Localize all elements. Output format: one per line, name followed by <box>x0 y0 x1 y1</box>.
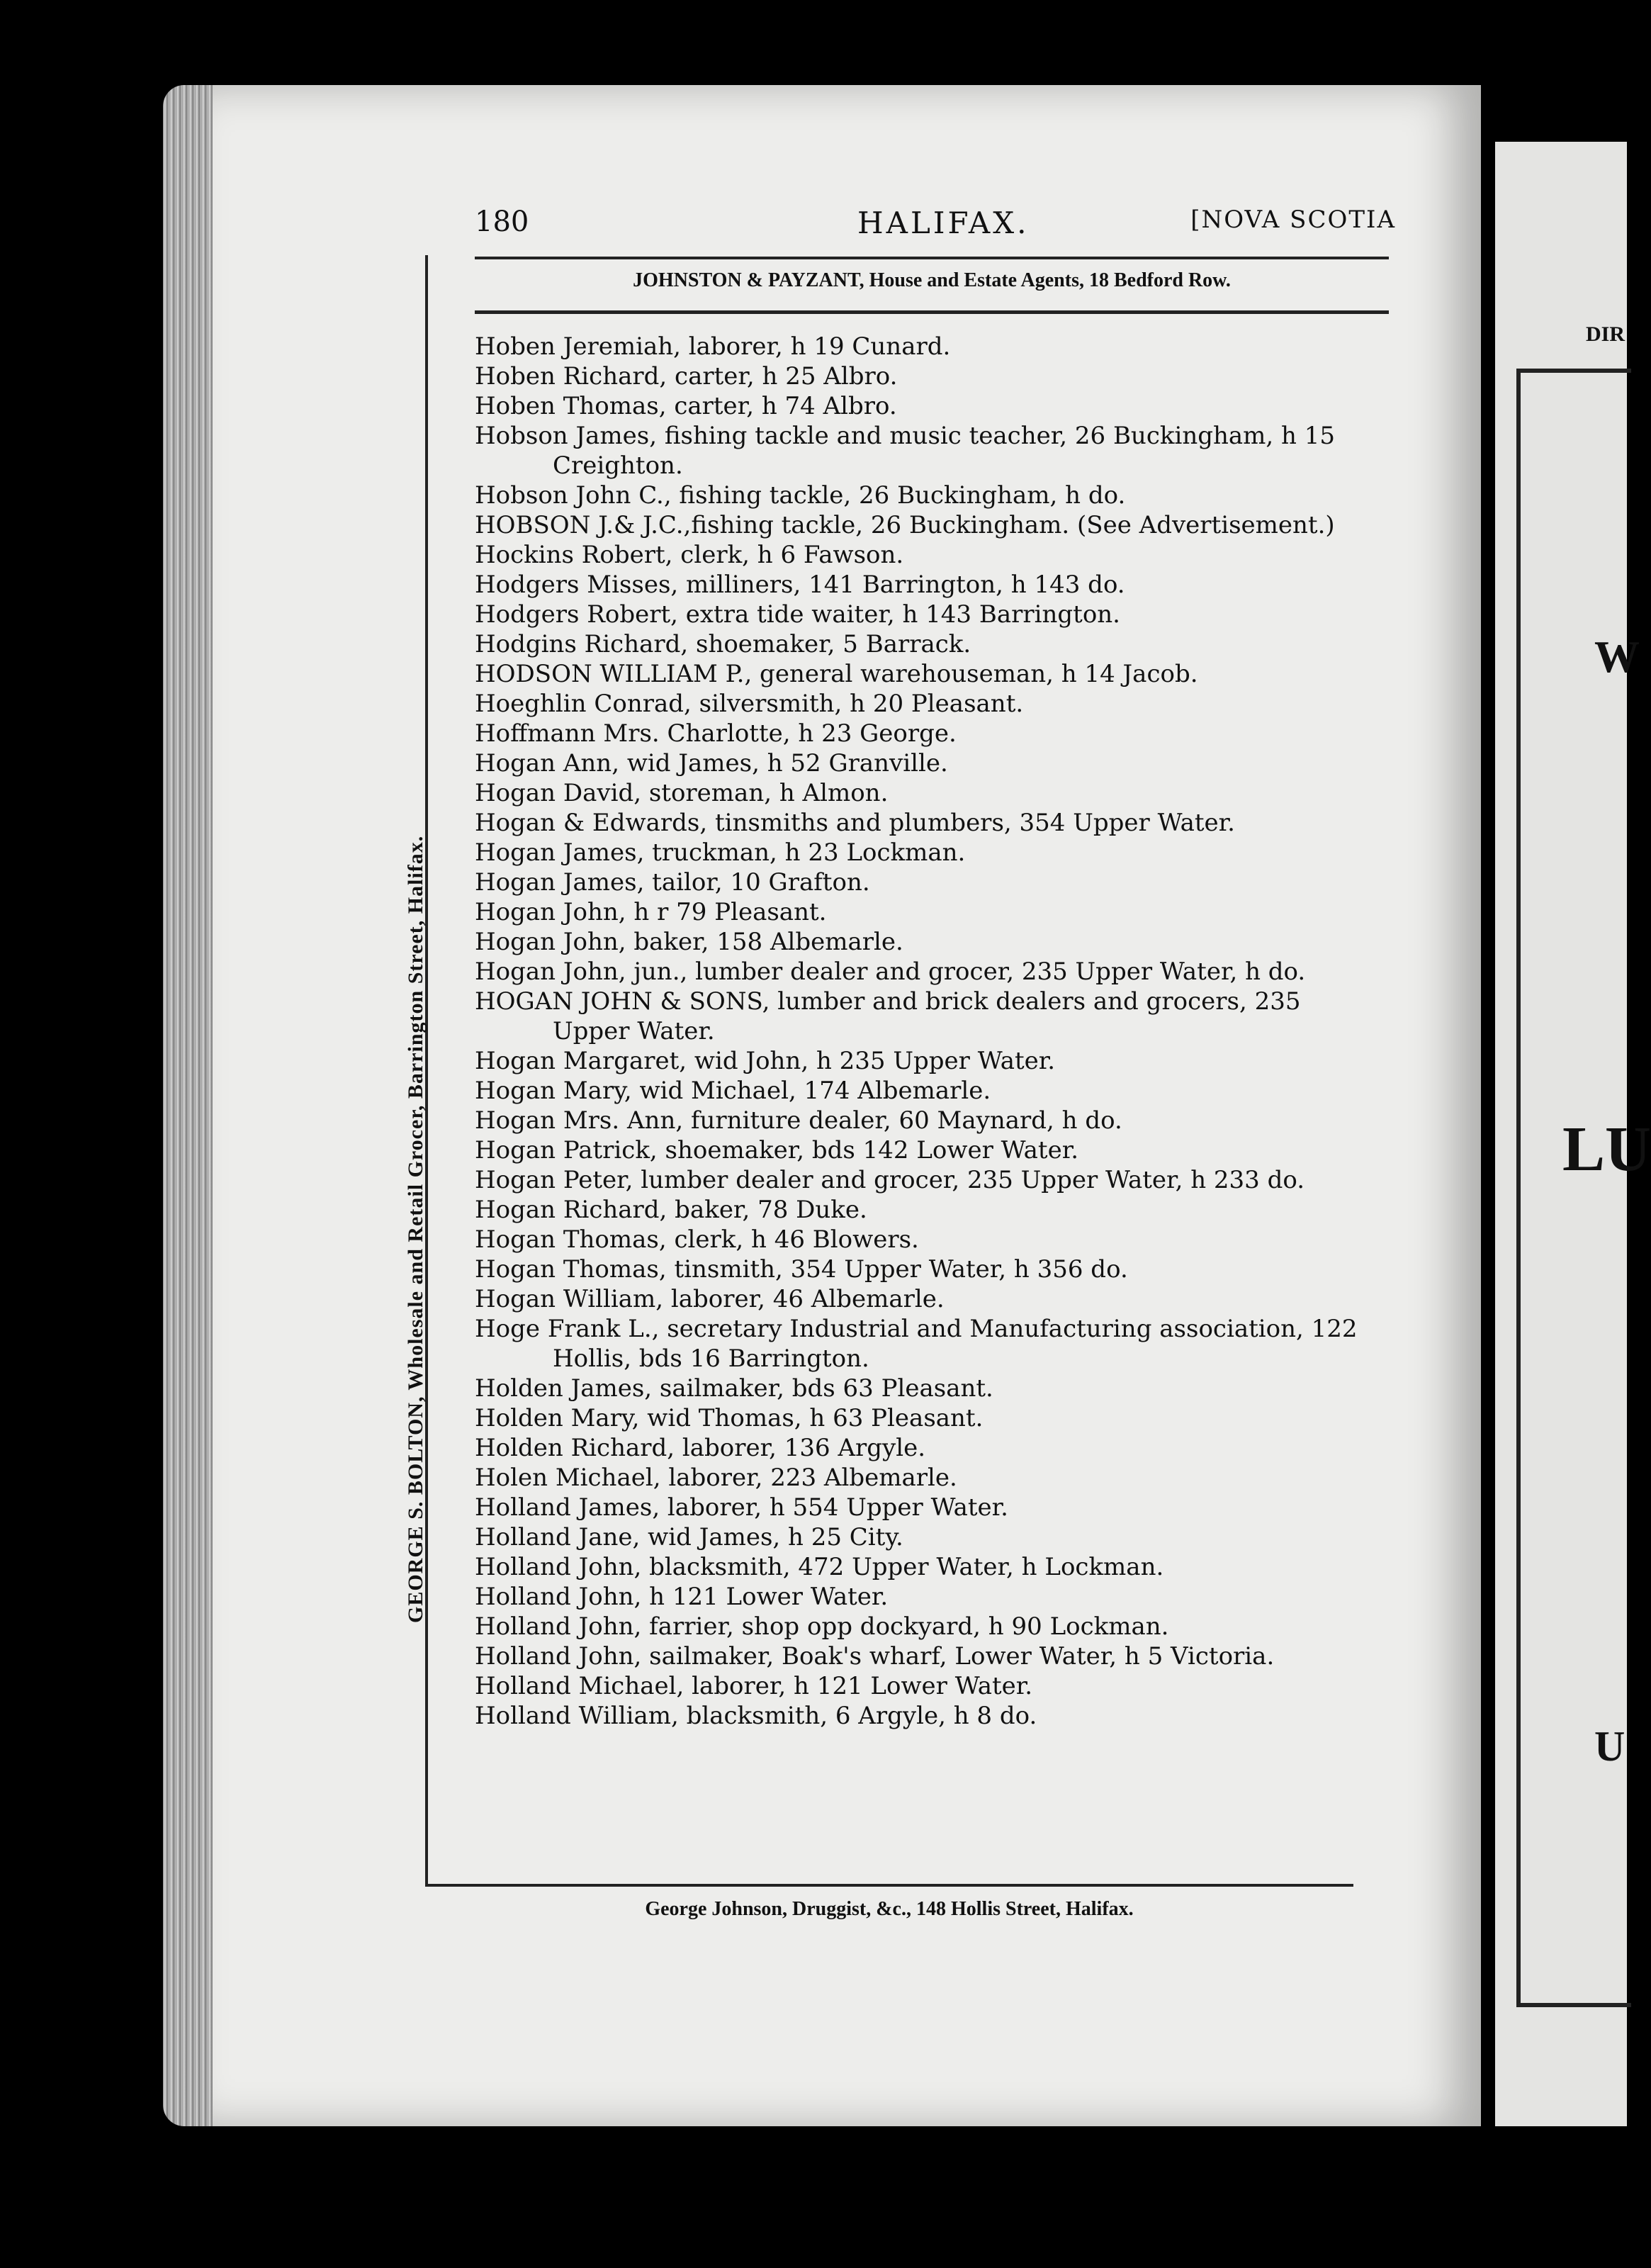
entry-text: Hodgers Misses, milliners, 141 Barrington, h 143 do. <box>475 571 1125 599</box>
directory-entry <box>475 1314 1389 1374</box>
directory-entry <box>475 778 1389 808</box>
entry-text: Hogan & Edwards, tinsmiths and plumbers, 354 Upper Water. <box>475 809 1235 837</box>
entry-text: Hoben Thomas, carter, h 74 Albro. <box>475 392 897 420</box>
directory-entry <box>475 1433 1389 1463</box>
directory-entry <box>475 600 1389 629</box>
directory-entry <box>475 957 1389 987</box>
entry-text: Hogan John, baker, 158 Albemarle. <box>475 928 903 956</box>
entry-text: Hockins Robert, clerk, h 6 Fawson. <box>475 541 904 569</box>
directory-entry <box>475 1195 1389 1225</box>
directory-entry <box>475 1135 1389 1165</box>
directory-entry <box>475 1612 1389 1641</box>
page-header <box>475 206 1396 255</box>
entry-continuation: Creighton. <box>553 451 683 480</box>
entry-text: Holden Richard, laborer, 136 Argyle. <box>475 1434 926 1462</box>
entry-text: Hodgers Robert, extra tide waiter, h 143 Barrington. <box>475 600 1120 629</box>
entry-text: Hogan Thomas, tinsmith, 354 Upper Water, h 356 do. <box>475 1255 1128 1284</box>
entry-text: Holden Mary, wid Thomas, h 63 Pleasant. <box>475 1404 984 1432</box>
entry-text: Hogan William, laborer, 46 Albemarle. <box>475 1285 945 1313</box>
entry-text: Hogan John, jun., lumber dealer and grocer, 235 Upper Water, h do. <box>475 958 1306 986</box>
entry-text: Hogan James, tailor, 10 Grafton. <box>475 868 870 897</box>
entry-text: Holland John, blacksmith, 472 Upper Water, h Lockman. <box>475 1553 1164 1581</box>
entry-text: Holland Michael, laborer, h 121 Lower Water. <box>475 1672 1033 1700</box>
directory-entry <box>475 868 1389 897</box>
top-rule <box>475 257 1389 259</box>
advertisement-rule <box>475 310 1389 314</box>
entry-continuation: Upper Water. <box>553 1017 715 1045</box>
directory-entry <box>475 719 1389 748</box>
directory-entry <box>475 1522 1389 1552</box>
directory-entry <box>475 1463 1389 1493</box>
entry-text: Hodgins Richard, shoemaker, 5 Barrack. <box>475 630 971 658</box>
directory-entry <box>475 421 1389 481</box>
directory-entry <box>475 1403 1389 1433</box>
directory-entry <box>475 1493 1389 1522</box>
directory-entry <box>475 570 1389 600</box>
bottom-rule <box>425 1884 1353 1887</box>
directory-entry <box>475 1701 1389 1731</box>
directory-entry <box>475 987 1389 1046</box>
facing-fragment-dir: DIR <box>1586 322 1625 346</box>
directory-entry <box>475 1374 1389 1403</box>
directory-entry <box>475 1284 1389 1314</box>
directory-entry <box>475 1106 1389 1135</box>
top-advertisement: JOHNSTON & PAYZANT, House and Estate Agents, 18 Bedford Row. <box>633 269 1231 291</box>
entry-text: Hogan Patrick, shoemaker, bds 142 Lower Water. <box>475 1136 1079 1164</box>
entry-text: Hoffmann Mrs. Charlotte, h 23 George. <box>475 719 957 748</box>
directory-entry <box>475 748 1389 778</box>
directory-entry <box>475 1254 1389 1284</box>
directory-entry <box>475 629 1389 659</box>
region-label: [NOVA SCOTIA <box>1190 206 1396 234</box>
entry-text: HODSON WILLIAM P., general warehouseman, h 14 Jacob. <box>475 660 1198 688</box>
entry-text: Holland William, blacksmith, 6 Argyle, h 8 do. <box>475 1702 1037 1730</box>
side-advertisement-text: GEORGE S. BOLTON, Wholesale and Retail Grocer, Barrington Street, Halifax. <box>404 835 427 1623</box>
entry-text: Hoben Richard, carter, h 25 Albro. <box>475 362 898 391</box>
entry-text: Holland John, farrier, shop opp dockyard, h 90 Lockman. <box>475 1612 1169 1641</box>
directory-entry <box>475 1165 1389 1195</box>
entry-text: Hoge Frank L., secretary Industrial and Manufacturing association, 122 <box>475 1315 1358 1343</box>
directory-entry <box>475 1671 1389 1701</box>
facing-fragment-u: U <box>1594 1723 1625 1770</box>
entry-text: Hogan Thomas, clerk, h 46 Blowers. <box>475 1225 919 1254</box>
entry-text: Hoeghlin Conrad, silversmith, h 20 Pleasant. <box>475 690 1024 718</box>
directory-entry <box>475 927 1389 957</box>
entry-text: Hogan Margaret, wid John, h 235 Upper Water. <box>475 1047 1056 1075</box>
directory-entry <box>475 659 1389 689</box>
directory-entry <box>475 510 1389 540</box>
directory-entry <box>475 838 1389 868</box>
directory-entry <box>475 540 1389 570</box>
entry-text: Hogan David, storeman, h Almon. <box>475 779 889 807</box>
facing-fragment-lu: LU <box>1562 1114 1651 1184</box>
entry-text: Hogan John, h r 79 Pleasant. <box>475 898 827 926</box>
directory-entry <box>475 1582 1389 1612</box>
entry-text: Hogan Mary, wid Michael, 174 Albemarle. <box>475 1077 991 1105</box>
directory-entry <box>475 1076 1389 1106</box>
entry-continuation: Hollis, bds 16 Barrington. <box>553 1344 869 1373</box>
directory-entry <box>475 481 1389 510</box>
bottom-advertisement: George Johnson, Druggist, &c., 148 Hollis Street, Halifax. <box>645 1898 1134 1920</box>
directory-entries <box>475 332 1389 1731</box>
entry-text: Hobson James, fishing tackle and music teacher, 26 Buckingham, h 15 <box>475 422 1336 450</box>
entry-text: HOGAN JOHN & SONS, lumber and brick dealers and grocers, 235 <box>475 987 1301 1016</box>
facing-fragment-w: W <box>1594 631 1640 682</box>
directory-entry <box>475 391 1389 421</box>
directory-entry <box>475 1552 1389 1582</box>
entry-text: Holland John, sailmaker, Boak's wharf, Lower Water, h 5 Victoria. <box>475 1642 1275 1671</box>
directory-entry <box>475 808 1389 838</box>
directory-entry <box>475 1225 1389 1254</box>
directory-entry <box>475 897 1389 927</box>
entry-text: Holden James, sailmaker, bds 63 Pleasant. <box>475 1374 993 1403</box>
entry-text: Hogan James, truckman, h 23 Lockman. <box>475 838 966 867</box>
directory-entry <box>475 361 1389 391</box>
entry-text: Hoben Jeremiah, laborer, h 19 Cunard. <box>475 332 951 361</box>
entry-text: Hogan Mrs. Ann, furniture dealer, 60 Maynard, h do. <box>475 1106 1122 1135</box>
page-number: 180 <box>475 206 529 238</box>
entry-text: Hobson John C., fishing tackle, 26 Buckingham, h do. <box>475 481 1126 510</box>
entry-text: Hogan Ann, wid James, h 52 Granville. <box>475 749 948 777</box>
entry-text: Holen Michael, laborer, 223 Albemarle. <box>475 1464 957 1492</box>
entry-text: Holland Jane, wid James, h 25 City. <box>475 1523 903 1551</box>
directory-entry <box>475 689 1389 719</box>
entry-text: Hogan Peter, lumber dealer and grocer, 235 Upper Water, h 233 do. <box>475 1166 1305 1194</box>
entry-text: Holland John, h 121 Lower Water. <box>475 1583 889 1611</box>
entry-text: HOBSON J.& J.C.,fishing tackle, 26 Buckingham. (See Advertisement.) <box>475 511 1335 539</box>
entry-text: Holland James, laborer, h 554 Upper Water. <box>475 1493 1008 1522</box>
directory-entry <box>475 1046 1389 1076</box>
running-title: HALIFAX. <box>857 206 1030 240</box>
directory-entry <box>475 332 1389 361</box>
directory-entry <box>475 1641 1389 1671</box>
entry-text: Hogan Richard, baker, 78 Duke. <box>475 1196 867 1224</box>
